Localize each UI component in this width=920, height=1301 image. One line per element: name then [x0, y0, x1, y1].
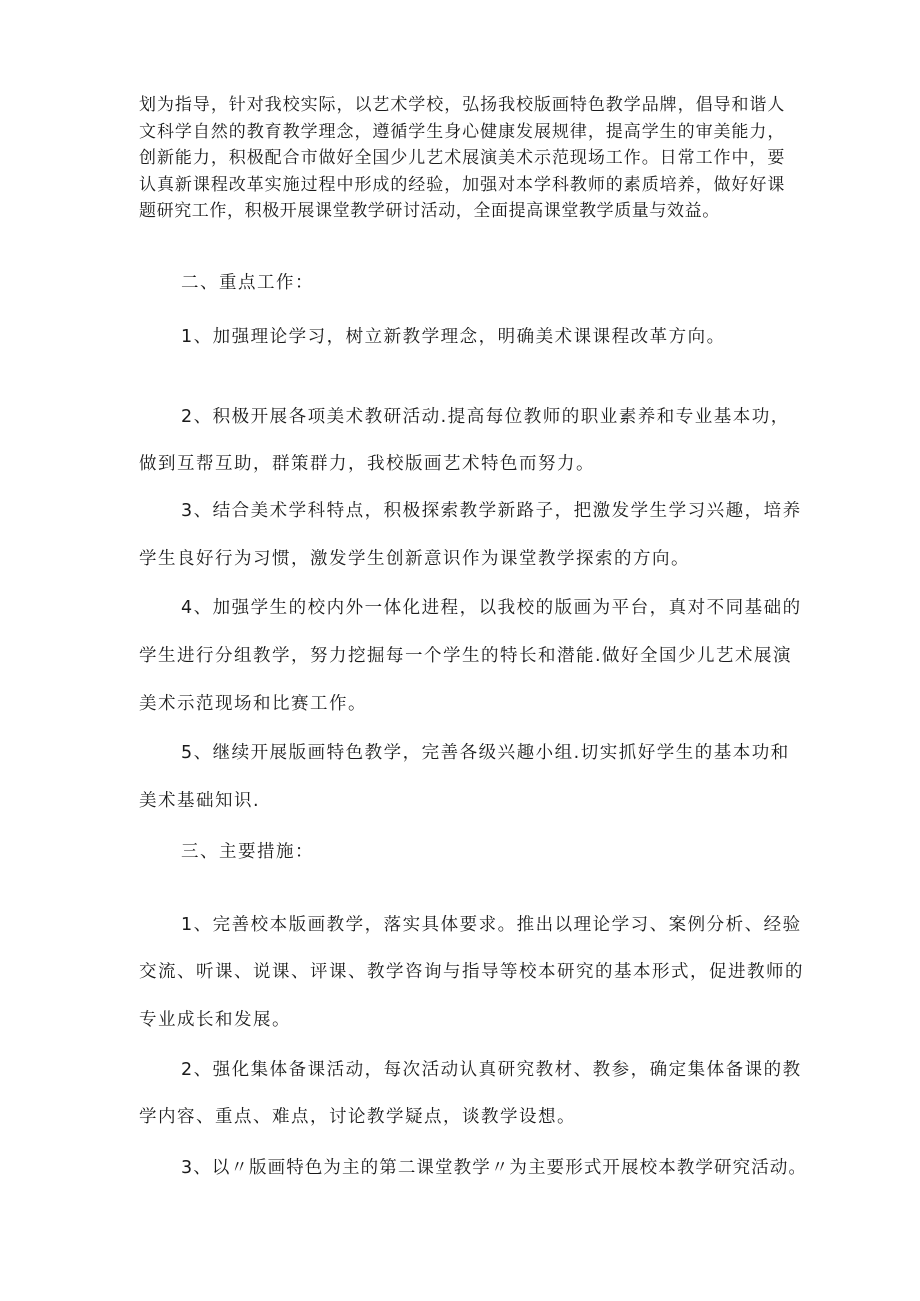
measures-item-1-line-1: 1、完善校本版画教学，落实具体要求。推出以理论学习、案例分析、经验 — [181, 915, 802, 935]
intro-paragraph: 划为指导，针对我校实际，以艺术学校，弘扬我校版画特色教学品牌，倡导和谐人文科学自然的教育教学理念，遵循学生身心健康发展规律，提高学生的审美能力，创新能力，积极配合市做好全国少儿艺术展演美术示范现场工作。日常工作中，要认真新课程改革实施过程中形成的经验，加强对本学科教师的素质培养，做好好课题研究工作，积极开展课堂教学研讨活动，全面提高课堂教学质量与效益。 — [139, 95, 785, 221]
key-work-item-5-line-2: 美术基础知识. — [139, 791, 261, 811]
measures-item-2-line-1: 2、强化集体备课活动，每次活动认真研究教材、教参，确定集体备课的教 — [181, 1060, 802, 1080]
key-work-item-2-line-1: 2、积极开展各项美术教研活动.提高每位教师的职业素养和专业基本功， — [181, 407, 790, 427]
key-work-item-4-line-3: 美术示范现场和比赛工作。 — [139, 694, 367, 714]
key-work-item-4-line-2: 学生进行分组教学，努力挖掘每一个学生的特长和潜能.做好全国少儿艺术展演 — [139, 646, 793, 666]
measures-item-1-line-3: 专业成长和发展。 — [139, 1010, 291, 1030]
measures-item-3: 3、以〃版画特色为主的第二课堂教学〃为主要形式开展校本教学研究活动。 — [181, 1158, 808, 1178]
section-heading-measures: 三、主要措施： — [181, 842, 314, 862]
key-work-item-1: 1、加强理论学习，树立新教学理念，明确美术课课程改革方向。 — [181, 327, 726, 347]
key-work-item-2-line-2: 做到互帮互助，群策群力，我校版画艺术特色而努力。 — [139, 454, 595, 474]
section-heading-key-work: 二、重点工作： — [181, 273, 314, 293]
key-work-item-5-line-1: 5、继续开展版画特色教学，完善各级兴趣小组.切实抓好学生的基本功和 — [181, 743, 790, 763]
key-work-item-3-line-2: 学生良好行为习惯，激发学生创新意识作为课堂教学探索的方向。 — [139, 549, 690, 569]
key-work-item-4-line-1: 4、加强学生的校内外一体化进程，以我校的版画为平台，真对不同基础的 — [181, 598, 802, 618]
measures-item-1-line-2: 交流、听课、说课、评课、教学咨询与指导等校本研究的基本形式，促进教师的 — [139, 962, 804, 982]
measures-item-2-line-2: 学内容、重点、难点，讨论教学疑点，谈教学设想。 — [139, 1107, 576, 1127]
key-work-item-3-line-1: 3、结合美术学科特点，积极探索教学新路子，把激发学生学习兴趣，培养 — [181, 501, 802, 521]
